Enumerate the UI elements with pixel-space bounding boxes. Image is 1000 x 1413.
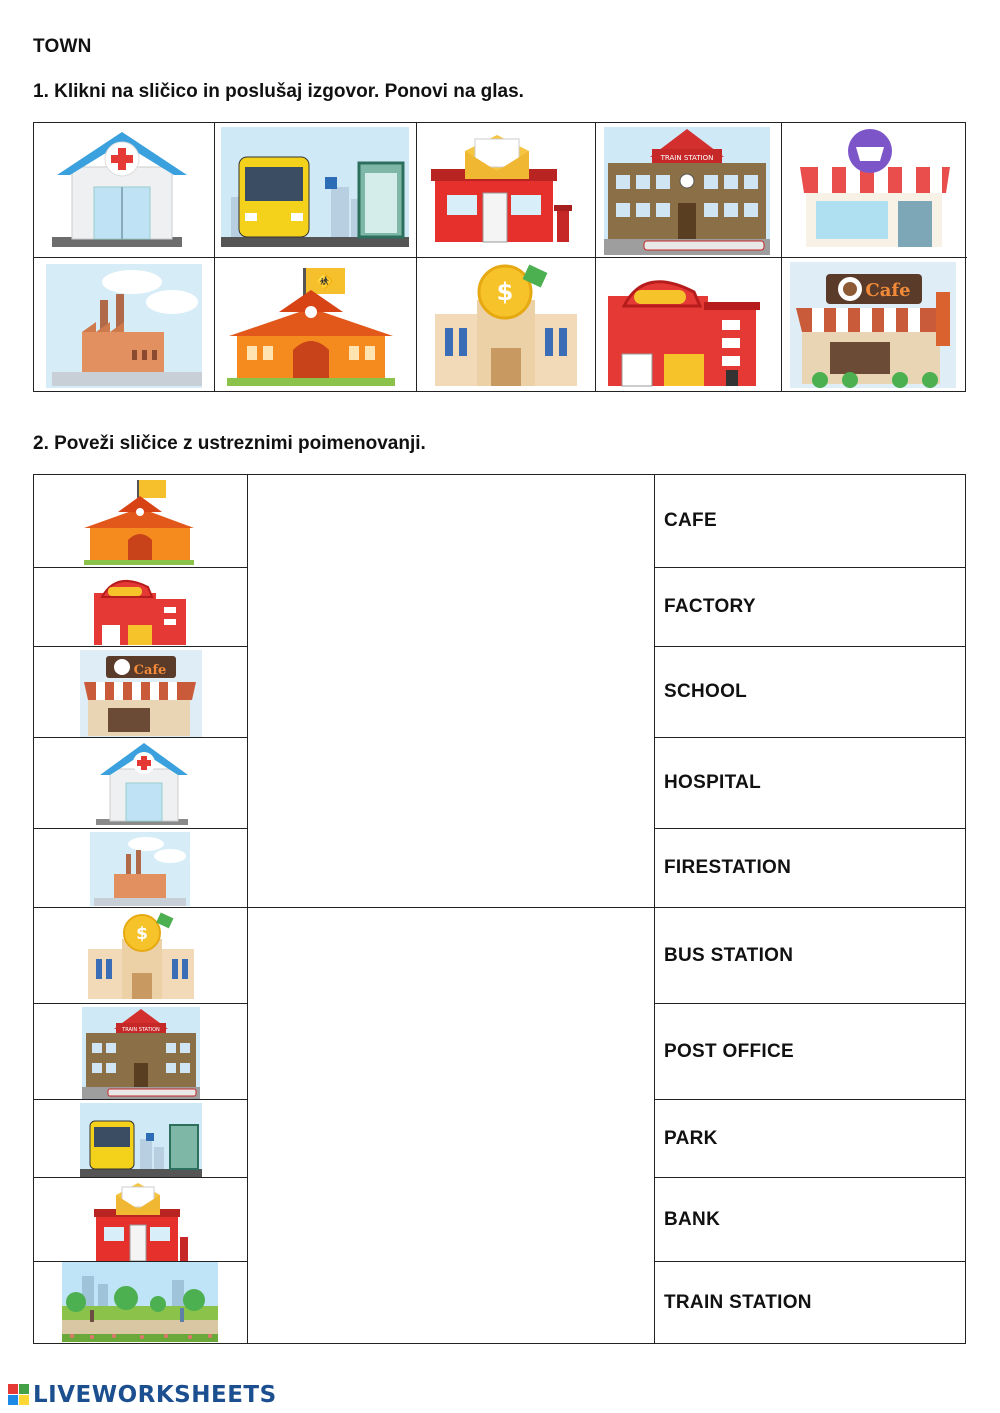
label-text: BANK xyxy=(664,1208,721,1230)
cafe-icon[interactable] xyxy=(80,650,202,738)
match-image-school[interactable] xyxy=(34,475,248,568)
factory-icon[interactable] xyxy=(90,832,190,906)
svg-text:$: $ xyxy=(136,924,148,944)
label-text: BUS STATION xyxy=(664,944,794,966)
label-text: CAFE xyxy=(664,510,717,531)
school-icon[interactable] xyxy=(223,262,398,390)
bank-icon[interactable] xyxy=(425,262,585,390)
label-factory[interactable] xyxy=(655,568,965,647)
logo-text: LIVEWORKSHEETS xyxy=(33,1382,277,1408)
bus-station-icon[interactable] xyxy=(221,127,411,252)
firestation-icon[interactable] xyxy=(604,262,769,390)
label-text: TRAIN STATION xyxy=(664,1291,812,1313)
label-text: POST OFFICE xyxy=(664,1040,794,1062)
match-image-cafe[interactable] xyxy=(34,647,248,738)
label-text: PARK xyxy=(664,1127,718,1149)
grid-cell-bank[interactable] xyxy=(417,258,596,392)
grid-cell-hospital[interactable] xyxy=(34,123,215,258)
cafe-icon[interactable] xyxy=(790,262,960,390)
label-bus-station[interactable] xyxy=(655,908,965,1004)
svg-text:Cafe: Cafe xyxy=(865,280,911,301)
page-title: TOWN xyxy=(33,36,92,57)
label-bank[interactable] xyxy=(655,1178,965,1262)
label-text: SCHOOL xyxy=(664,681,748,702)
grid-cell-post-office[interactable] xyxy=(417,123,596,258)
grid-cell-shop[interactable] xyxy=(782,123,967,258)
match-image-park[interactable] xyxy=(34,1262,248,1343)
matching-area-bottom[interactable] xyxy=(248,908,655,1343)
label-train-station[interactable] xyxy=(655,1262,965,1343)
label-school[interactable] xyxy=(655,647,965,738)
liveworksheets-logo xyxy=(8,1381,277,1409)
bank-icon[interactable] xyxy=(84,911,199,1001)
post-office-icon[interactable] xyxy=(425,127,585,252)
school-icon[interactable] xyxy=(82,478,197,566)
matching-table xyxy=(33,474,966,1344)
picture-grid xyxy=(33,122,966,392)
grid-cell-firestation[interactable] xyxy=(596,258,782,392)
hospital-icon[interactable] xyxy=(94,741,194,827)
match-image-factory[interactable] xyxy=(34,829,248,908)
grid-cell-school[interactable] xyxy=(215,258,417,392)
label-text: FIRESTATION xyxy=(664,857,792,878)
instruction-2: 2. Poveži sličice z ustreznimi poimenovanji. xyxy=(33,433,426,454)
train-station-icon[interactable] xyxy=(82,1007,200,1099)
match-image-bus-station[interactable] xyxy=(34,1100,248,1178)
matching-area-top[interactable] xyxy=(248,475,655,908)
shop-icon[interactable] xyxy=(790,127,960,252)
label-text: FACTORY xyxy=(664,596,756,617)
bus-station-icon[interactable] xyxy=(80,1103,202,1177)
match-image-bank[interactable] xyxy=(34,908,248,1004)
match-image-hospital[interactable] xyxy=(34,738,248,829)
label-park[interactable] xyxy=(655,1100,965,1178)
post-office-icon[interactable] xyxy=(92,1181,192,1261)
match-image-firestation[interactable] xyxy=(34,568,248,647)
logo-blocks-icon xyxy=(8,1384,30,1406)
grid-cell-train-station[interactable] xyxy=(596,123,782,258)
match-image-train-station[interactable] xyxy=(34,1004,248,1100)
instruction-1: 1. Klikni na sličico in poslušaj izgovor. Ponovi na glas. xyxy=(33,81,524,102)
svg-text:Cafe: Cafe xyxy=(133,663,167,678)
svg-text:TRAIN STATION: TRAIN STATION xyxy=(122,1027,160,1033)
match-image-post-office[interactable] xyxy=(34,1178,248,1262)
svg-text:TRAIN STATION: TRAIN STATION xyxy=(660,154,714,162)
svg-text:🚸: 🚸 xyxy=(316,273,334,289)
label-text: HOSPITAL xyxy=(664,772,762,793)
park-icon[interactable] xyxy=(62,1262,218,1342)
grid-cell-factory[interactable] xyxy=(34,258,215,392)
grid-cell-bus-station[interactable] xyxy=(215,123,417,258)
svg-text:$: $ xyxy=(496,278,514,306)
label-post-office[interactable] xyxy=(655,1004,965,1100)
label-cafe[interactable] xyxy=(655,475,965,568)
train-station-icon[interactable] xyxy=(604,127,774,257)
factory-icon[interactable] xyxy=(42,262,207,390)
hospital-icon[interactable] xyxy=(42,127,207,252)
grid-cell-cafe[interactable] xyxy=(782,258,967,392)
firestation-icon[interactable] xyxy=(92,571,192,645)
label-hospital[interactable] xyxy=(655,738,965,829)
label-firestation[interactable] xyxy=(655,829,965,908)
